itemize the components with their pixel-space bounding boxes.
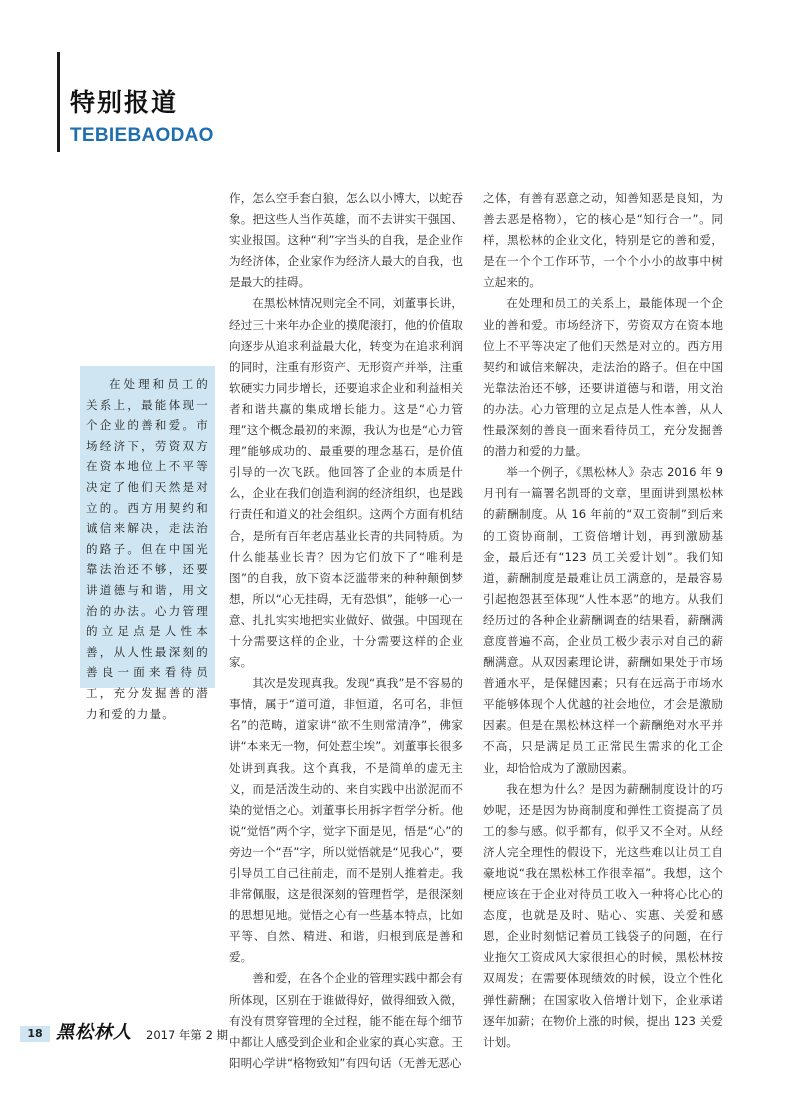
article-column-2 <box>483 188 723 1049</box>
paragraph: 善和爱，在各个企业的管理实践中都会有所体现，区别在于谁做得好，做得细致入微，有没有贯穿管理的全过程，能不能在每个细节中都让人感受到企业和企业家的真心实意。王阳明心学讲“格物致知”有四句话（无善无恶心 <box>229 971 463 1070</box>
paragraph: 在黑松林情况则完全不同，刘董事长讲，经过三十来年办企业的摸爬滚打，他的价值取向逐步从追求利益最大化，转变为在追求利润的同时，注重有形资产、无形资产并举，注重软硬实力同步增长，还要追求企业和利益相关者和谐共赢的集成增长能力。这是“心力管理”这个概念最初的来源，我认为也是“心力管理”能够成功的、最重要的理念基石，是价值引导的一次飞跃。他回答了企业的本质是什么，企业在我们创造利润的经济组织，也是践行责任和道义的社会组织。这两个方面有机结合，是所有百年老店基业长青的共同特质。为什么能基业长青？因为它们放下了“唯利是图”的自我，放下资本泛滥带来的种种颠倒梦想，所以“心无挂碍，无有恐惧”，能够一心一意、扎扎实实地把实业做好、做强。中国现在十分需要这样的企业，十分需要这样的企业家。 <box>229 296 463 670</box>
section-title: 特别报道 <box>70 88 179 117</box>
paragraph: 在处理和员工的关系上，最能体现一个企业的善和爱。市场经济下，劳资双方在资本地位上不平等决定了他们天然是对立的。西方用契约和诚信来解决，走法治的路子。但在中国光靠法治还不够，还要讲道德与和谐，用文治的办法。心力管理的立足点是人性本善，从人性最深刻的善良一面来看待员工，充分发掘善的潜力和爱的力量。 <box>483 296 723 459</box>
paragraph: 之体，有善有恶意之动，知善知恶是良知，为善去恶是格物），它的核心是“知行合一”。同样，黑松林的企业文化，特别是它的善和爱，是在一个个工作环节，一个个小小的故事中树立起来的。 <box>483 191 723 290</box>
paragraph: 举一个例子，《黑松林人》杂志 2016 年 9 月刊有一篇署名凯哥的文章，里面讲到黑松林的薪酬制度。从 16 年前的“双工资制”到后来的工资协商制，工资倍增计划，再到激励基金，最后还有“123 员工关爱计划”。我们知道，薪酬制度是最难让员工满意的，是最容易引起抱怨甚至体现“人性本恶”的地方。从我们经历过的各种企业薪酬调查的结果看，薪酬满意度普遍不高，企业员工极少表示对自己的薪酬满意。从双因素理论讲，薪酬如果处于市场普通水平，是保健因素；只有在远高于市场水平能够体现个人优越的社会地位，才会是激励因素。但是在黑松林这样一个薪酬绝对水平并不高，只是满足员工正常民生需求的化工企业，却恰恰成为了激励因素。 <box>483 465 723 775</box>
pullquote-box <box>80 366 215 721</box>
pullquote-text: 在处理和员工的关系上，最能体现一个企业的善和爱。市场经济下，劳资双方在资本地位上不平等决定了他们天然是对立的。西方用契约和诚信来解决，走法治的路子。但在中国光靠法治还不够，还要讲道德与和谐，用文治的办法。心力管理的立足点是人性本善，从人性最深刻的善良一面来看待员工，充分发掘善的潜力和爱的力量。 <box>86 377 209 721</box>
page-number: 18 <box>20 1026 50 1042</box>
paragraph: 我在想为什么？是因为薪酬制度设计的巧妙呢，还是因为协商制度和弹性工资提高了员工的参与感。似乎都有，似乎又不全对。从经济人完全理性的假设下，光这些难以让员工自豪地说“我在黑松林工作很幸福”。我想，这个梗应该在于企业对待员工收入一种将心比心的态度，也就是及时、贴心、实惠、关爱和感恩，企业时刻惦记着员工钱袋子的问题，在行业拖欠工资成风大家很担心的时候，黑松林按双周发；在需要体现绩效的时候，设立个性化弹性薪酬；在国家收入倍增计划下，企业承诺逐年加薪；在物价上涨的时候，提出 123 关爱计划。 <box>483 781 723 1049</box>
magazine-logo: 黑松林人 <box>56 1022 132 1043</box>
article-column-1 <box>229 188 463 1070</box>
paragraph: 作，怎么空手套白狼，怎么以小博大，以蛇吞象。把这些人当作英雄，而不去讲实干强国、实业报国。这种“利”字当头的自我，是企业作为经济体，企业家作为经济人最大的自我，也是最大的挂碍。 <box>229 191 463 290</box>
section-latin-title: TEBIEBAODAO <box>70 125 214 146</box>
section-accent-bar <box>57 52 60 152</box>
paragraph: 其次是发现真我。发现“真我”是不容易的事情，属于“道可道，非恒道，名可名，非恒名”的范畴，道家讲“欲不生则常清净”，佛家讲“本来无一物，何处惹尘埃”。刘董事长很多处讲到真我。这个真我，不是简单的虚无主义，而是活泼生动的、来自实践中出淤泥而不染的觉悟之心。刘董事长用拆字哲学分析。他说“觉悟”两个字，觉字下面是见，悟是“心”的旁边一个“吾”字，所以觉悟就是“见我心”，要引导员工自己往前走，而不是别人推着走。我非常佩服，这是很深刻的管理哲学，是很深刻的思想见地。觉悟之心有一些基本特点，比如平等、自然、精进、和谐，归根到底是善和爱。 <box>229 676 463 965</box>
issue-label: 2017 年第 2 期 <box>146 1028 229 1042</box>
